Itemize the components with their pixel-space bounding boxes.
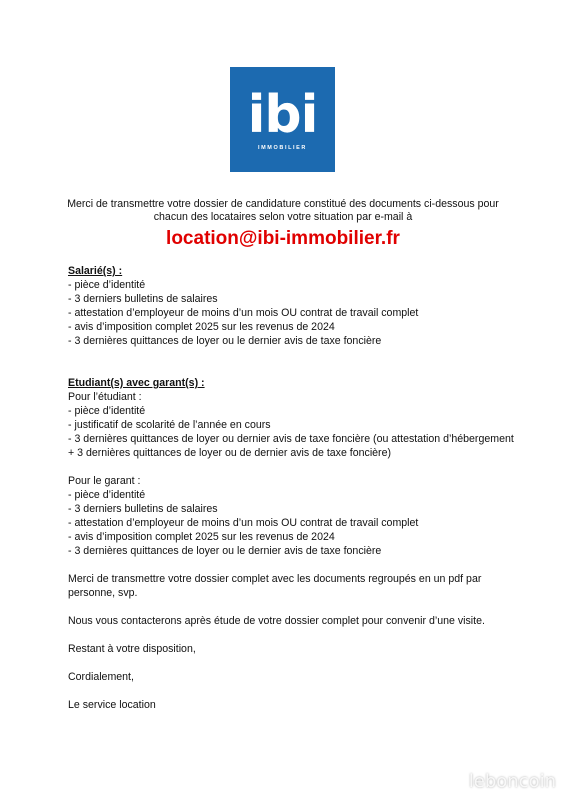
student-item: - justificatif de scolarité de l’année en cours [68, 419, 271, 431]
ibi-logo [230, 67, 335, 172]
salaries-item: - attestation d’employeur de moins d’un mois OU contrat de travail complet [68, 307, 419, 319]
guarantor-item: - pièce d’identité [68, 489, 146, 501]
salaries-item: - pièce d’identité [68, 279, 146, 291]
contact-note: Nous vous contacterons après étude de votre dossier complet pour convenir d’une visite. [68, 615, 485, 627]
regards-text: Cordialement, [68, 671, 134, 683]
logo-sub-text: IMMOBILIER [258, 144, 307, 151]
salaries-item: - 3 derniers bulletins de salaires [68, 293, 218, 305]
salaries-item: - avis d’imposition complet 2025 sur les revenus de 2024 [68, 321, 335, 333]
salaries-item: - 3 dernières quittances de loyer ou le dernier avis de taxe foncière [68, 335, 382, 347]
student-item: - 3 dernières quittances de loyer ou dernier avis de taxe foncière (ou attestation d’hébergement + 3 dernières quittances de loyer ou de dernier avis de taxe foncière) [68, 433, 514, 459]
salaries-heading: Salarié(s) : [68, 265, 123, 277]
logo-main-text: ibi [247, 84, 318, 145]
guarantor-item: - avis d’imposition complet 2025 sur les revenus de 2024 [68, 531, 335, 543]
signature-text: Le service location [68, 699, 156, 711]
availability-text: Restant à votre disposition, [68, 643, 196, 655]
guarantor-item: - attestation d’employeur de moins d’un mois OU contrat de travail complet [68, 517, 419, 529]
email-address[interactable]: location@ibi-immobilier.fr [166, 228, 400, 249]
guarantor-intro: Pour le garant : [68, 475, 141, 487]
student-intro: Pour l’étudiant : [68, 391, 142, 403]
pdf-note: Merci de transmettre votre dossier complet avec les documents regroupés en un pdf par personne, svp. [68, 573, 482, 599]
students-heading: Etudiant(s) avec garant(s) : [68, 377, 205, 389]
guarantor-item: - 3 derniers bulletins de salaires [68, 503, 218, 515]
leboncoin-watermark: leboncoin [468, 771, 556, 792]
student-item: - pièce d’identité [68, 405, 146, 417]
intro-text: Merci de transmettre votre dossier de candidature constitué des documents ci-dessous pour chacun des locataires selon votre situation par e-mail à [67, 198, 499, 223]
guarantor-item: - 3 dernières quittances de loyer ou le dernier avis de taxe foncière [68, 545, 382, 557]
document-body [68, 264, 518, 712]
